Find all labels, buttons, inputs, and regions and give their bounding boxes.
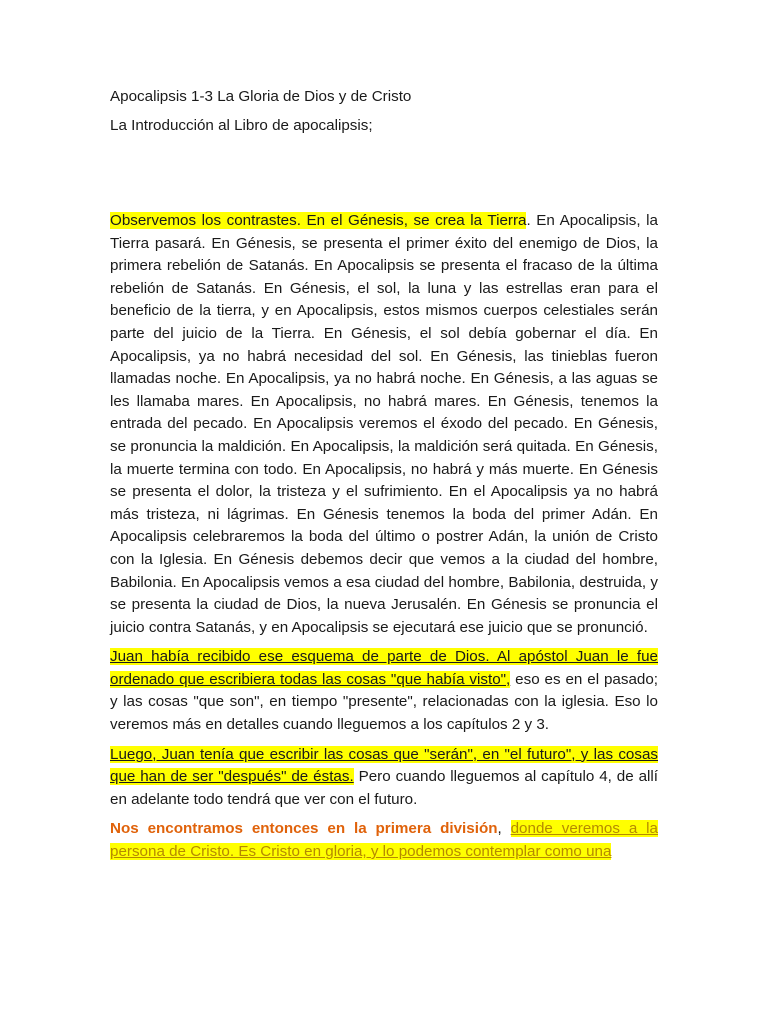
highlighted-text: Juan había recibido ese esquema de parte de Dios. Al apóstol Juan le fue ordenado que escribiera todas las cosas "que había visto", [110, 648, 658, 688]
paragraph-text: . En Apocalipsis, la Tierra pasará. En Génesis, se presenta el primer éxito del enemigo de Dios, la primera rebelión de Satanás. En Apocalipsis se presenta el fracaso de la última rebelión de Satanás. En Génesis, el sol, la luna y las estrellas eran para el beneficio de la tierra, y en Apocalipsis, estos mismos cuerpos celestiales serán parte del juicio de la Tierra. En Génesis, el sol debía gobernar el día. En Apocalipsis, ya no habrá necesidad del sol. En Génesis, las tinieblas fueron llamadas noche. En Apocalipsis, ya no habrá noche. En Génesis, a las aguas se les llamaba mares. En Apocalipsis, no habrá mares. En Génesis, tenemos la entrada del pecado. En Apocalipsis veremos el éxodo del pecado. En Génesis, se pronuncia la maldición. En Apocalipsis, la maldición será quitada. En Génesis, la muerte termina con todo. En Apocalipsis, no habrá y más muerte. En Génesis se presenta el dolor, la tristeza y el sufrimiento. En el Apocalipsis ya no habrá más tristeza, ni lágrimas. En Génesis tenemos la boda del primer Adán. En Apocalipsis celebraremos la boda del último o postrer Adán, la unión de Cristo con la Iglesia. En Génesis debemos decir que vemos a la ciudad del hombre, Babilonia. En Apocalipsis vemos a esa ciudad del hombre, Babilonia, destruida, y se presenta la ciudad de Dios, la nueva Jerusalén. En Génesis se pronuncia el juicio contra Satanás, y en Apocalipsis se ejecutará ese juicio que se pronunció. [110, 212, 658, 636]
paragraph-contrasts [110, 210, 658, 639]
paragraph-scheme [110, 646, 658, 736]
paragraph-first-division [110, 818, 658, 863]
paragraph-text: Pero cuando lleguemos al capítulo 4, de allí en adelante todo tendrá que ver con el futuro. [110, 768, 658, 808]
orange-bold-text: Nos encontramos entonces en la primera división [110, 820, 498, 838]
highlighted-text: Observemos los contrastes. En el Génesis, se crea la Tierra [110, 212, 527, 229]
document-title: Apocalipsis 1-3 La Gloria de Dios y de Cristo [110, 88, 412, 105]
paragraph-future [110, 744, 658, 812]
comma-text: , [497, 820, 511, 838]
highlighted-text: Luego, Juan tenía que escribir las cosas que "serán", en "el futuro", y las cosas que han de ser "después" de éstas. [110, 745, 658, 786]
document-subtitle: La Introducción al Libro de apocalipsis; [110, 117, 373, 134]
paragraph-text: eso es en el pasado; y las cosas "que son", en tiempo "presente", relacionadas con la iglesia. Eso lo veremos más en detalles cuando lleguemos a los capítulos 2 y 3. [110, 670, 659, 734]
highlighted-text: donde veremos a la persona de Cristo. Es Cristo en gloria, y lo podemos contemplar como una [110, 820, 658, 861]
blank-space [110, 144, 658, 210]
